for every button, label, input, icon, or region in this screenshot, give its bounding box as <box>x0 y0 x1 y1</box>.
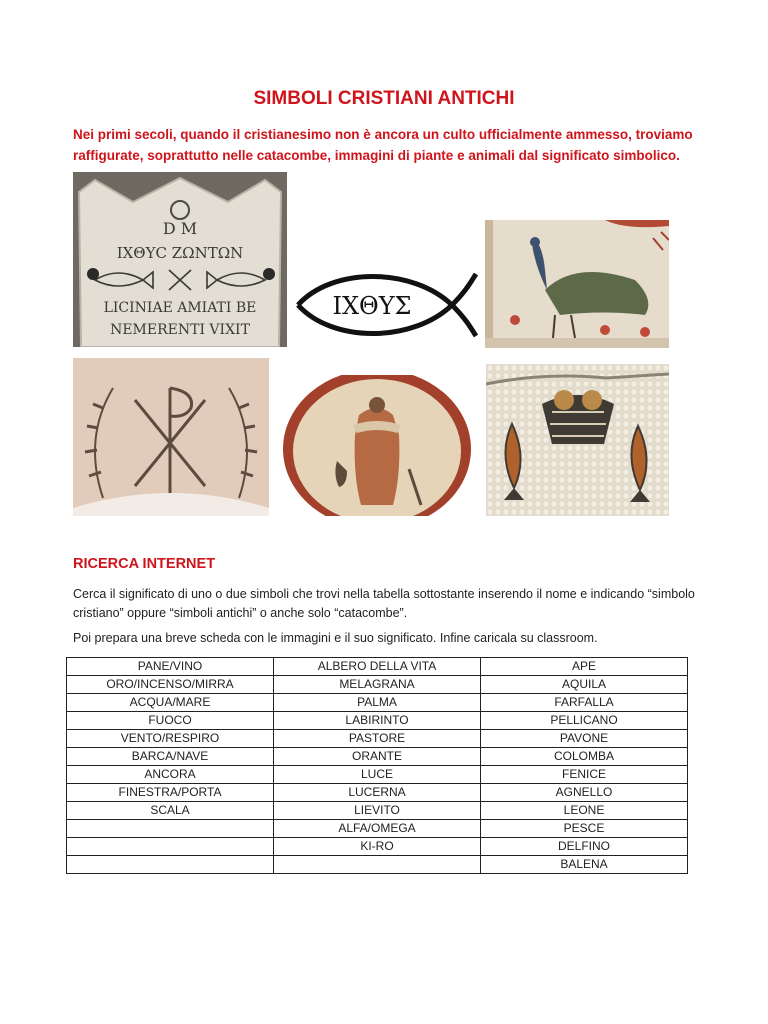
table-cell: ORO/INCENSO/MIRRA <box>67 676 274 694</box>
section-title: RICERCA INTERNET <box>73 556 216 572</box>
table-cell: ALFA/OMEGA <box>274 820 481 838</box>
table-cell: ANCORA <box>67 766 274 784</box>
chi-rho-stone-image <box>73 358 269 516</box>
table-cell <box>274 856 481 874</box>
table-row <box>67 820 688 838</box>
symbols-table <box>66 657 688 874</box>
table-row <box>67 712 688 730</box>
ichthys-fish-image <box>292 262 482 348</box>
stele-text-line2: ΙΧΘΥϹ ΖΩΝΤΩΝ <box>116 244 244 262</box>
table-cell: LIEVITO <box>274 802 481 820</box>
table-cell: BARCA/NAVE <box>67 748 274 766</box>
stele-image <box>73 172 287 347</box>
table-cell: APE <box>481 658 688 676</box>
table-row <box>67 748 688 766</box>
table-cell: ACQUA/MARE <box>67 694 274 712</box>
table-cell: MELAGRANA <box>274 676 481 694</box>
table-row <box>67 694 688 712</box>
intro-text: Nei primi secoli, quando il cristianesimo non è ancora un culto ufficialmente ammesso, troviamo raffigurate, soprattutto nelle catacombe, immagini di piante e animali dal significato simbolico. <box>73 127 693 163</box>
ichthys-text: ΙΧΘΥΣ <box>332 292 412 320</box>
table-cell: AGNELLO <box>481 784 688 802</box>
good-shepherd-fresco-image <box>281 375 474 516</box>
table-cell: FENICE <box>481 766 688 784</box>
instructions-paragraph-2: Poi prepara una breve scheda con le immagini e il suo significato. Infine caricala su classroom. <box>73 631 598 645</box>
table-row <box>67 838 688 856</box>
stele-text-line3: LICINIAE AMIATI BE <box>103 300 257 316</box>
table-cell: FINESTRA/PORTA <box>67 784 274 802</box>
table-cell: SCALA <box>67 802 274 820</box>
table-cell: FUOCO <box>67 712 274 730</box>
table-row <box>67 730 688 748</box>
table-cell: BALENA <box>481 856 688 874</box>
table-cell <box>67 820 274 838</box>
table-cell: ORANTE <box>274 748 481 766</box>
table-cell: LUCE <box>274 766 481 784</box>
table-cell: PESCE <box>481 820 688 838</box>
table-cell: PELLICANO <box>481 712 688 730</box>
page-title: SIMBOLI CRISTIANI ANTICHI <box>253 88 515 109</box>
instructions-paragraph-1: Cerca il significato di uno o due simboli che trovi nella tabella sottostante inserendo il nome e indicando “simbolo cristiano” oppure “simboli antichi” o anche solo “catacombe”. <box>73 587 695 620</box>
table-cell: PASTORE <box>274 730 481 748</box>
stele-text-line1: D M <box>162 219 198 238</box>
loaves-fishes-mosaic-image <box>486 364 669 516</box>
table-cell <box>67 856 274 874</box>
stele-text-line4: NEMERENTI VIXIT <box>110 322 250 338</box>
peacock-fresco-image <box>485 220 669 348</box>
table-cell: PAVONE <box>481 730 688 748</box>
table-cell: LABIRINTO <box>274 712 481 730</box>
table-row <box>67 676 688 694</box>
table-cell: COLOMBA <box>481 748 688 766</box>
table-cell: VENTO/RESPIRO <box>67 730 274 748</box>
table-row <box>67 766 688 784</box>
table-cell: FARFALLA <box>481 694 688 712</box>
table-cell: ALBERO DELLA VITA <box>274 658 481 676</box>
table-row <box>67 658 688 676</box>
table-cell: PALMA <box>274 694 481 712</box>
table-row <box>67 856 688 874</box>
table-cell: LEONE <box>481 802 688 820</box>
table-cell: KI-RO <box>274 838 481 856</box>
table-cell: LUCERNA <box>274 784 481 802</box>
table-cell: DELFINO <box>481 838 688 856</box>
table-cell <box>67 838 274 856</box>
table-cell: PANE/VINO <box>67 658 274 676</box>
table-row <box>67 802 688 820</box>
table-row <box>67 784 688 802</box>
table-cell: AQUILA <box>481 676 688 694</box>
